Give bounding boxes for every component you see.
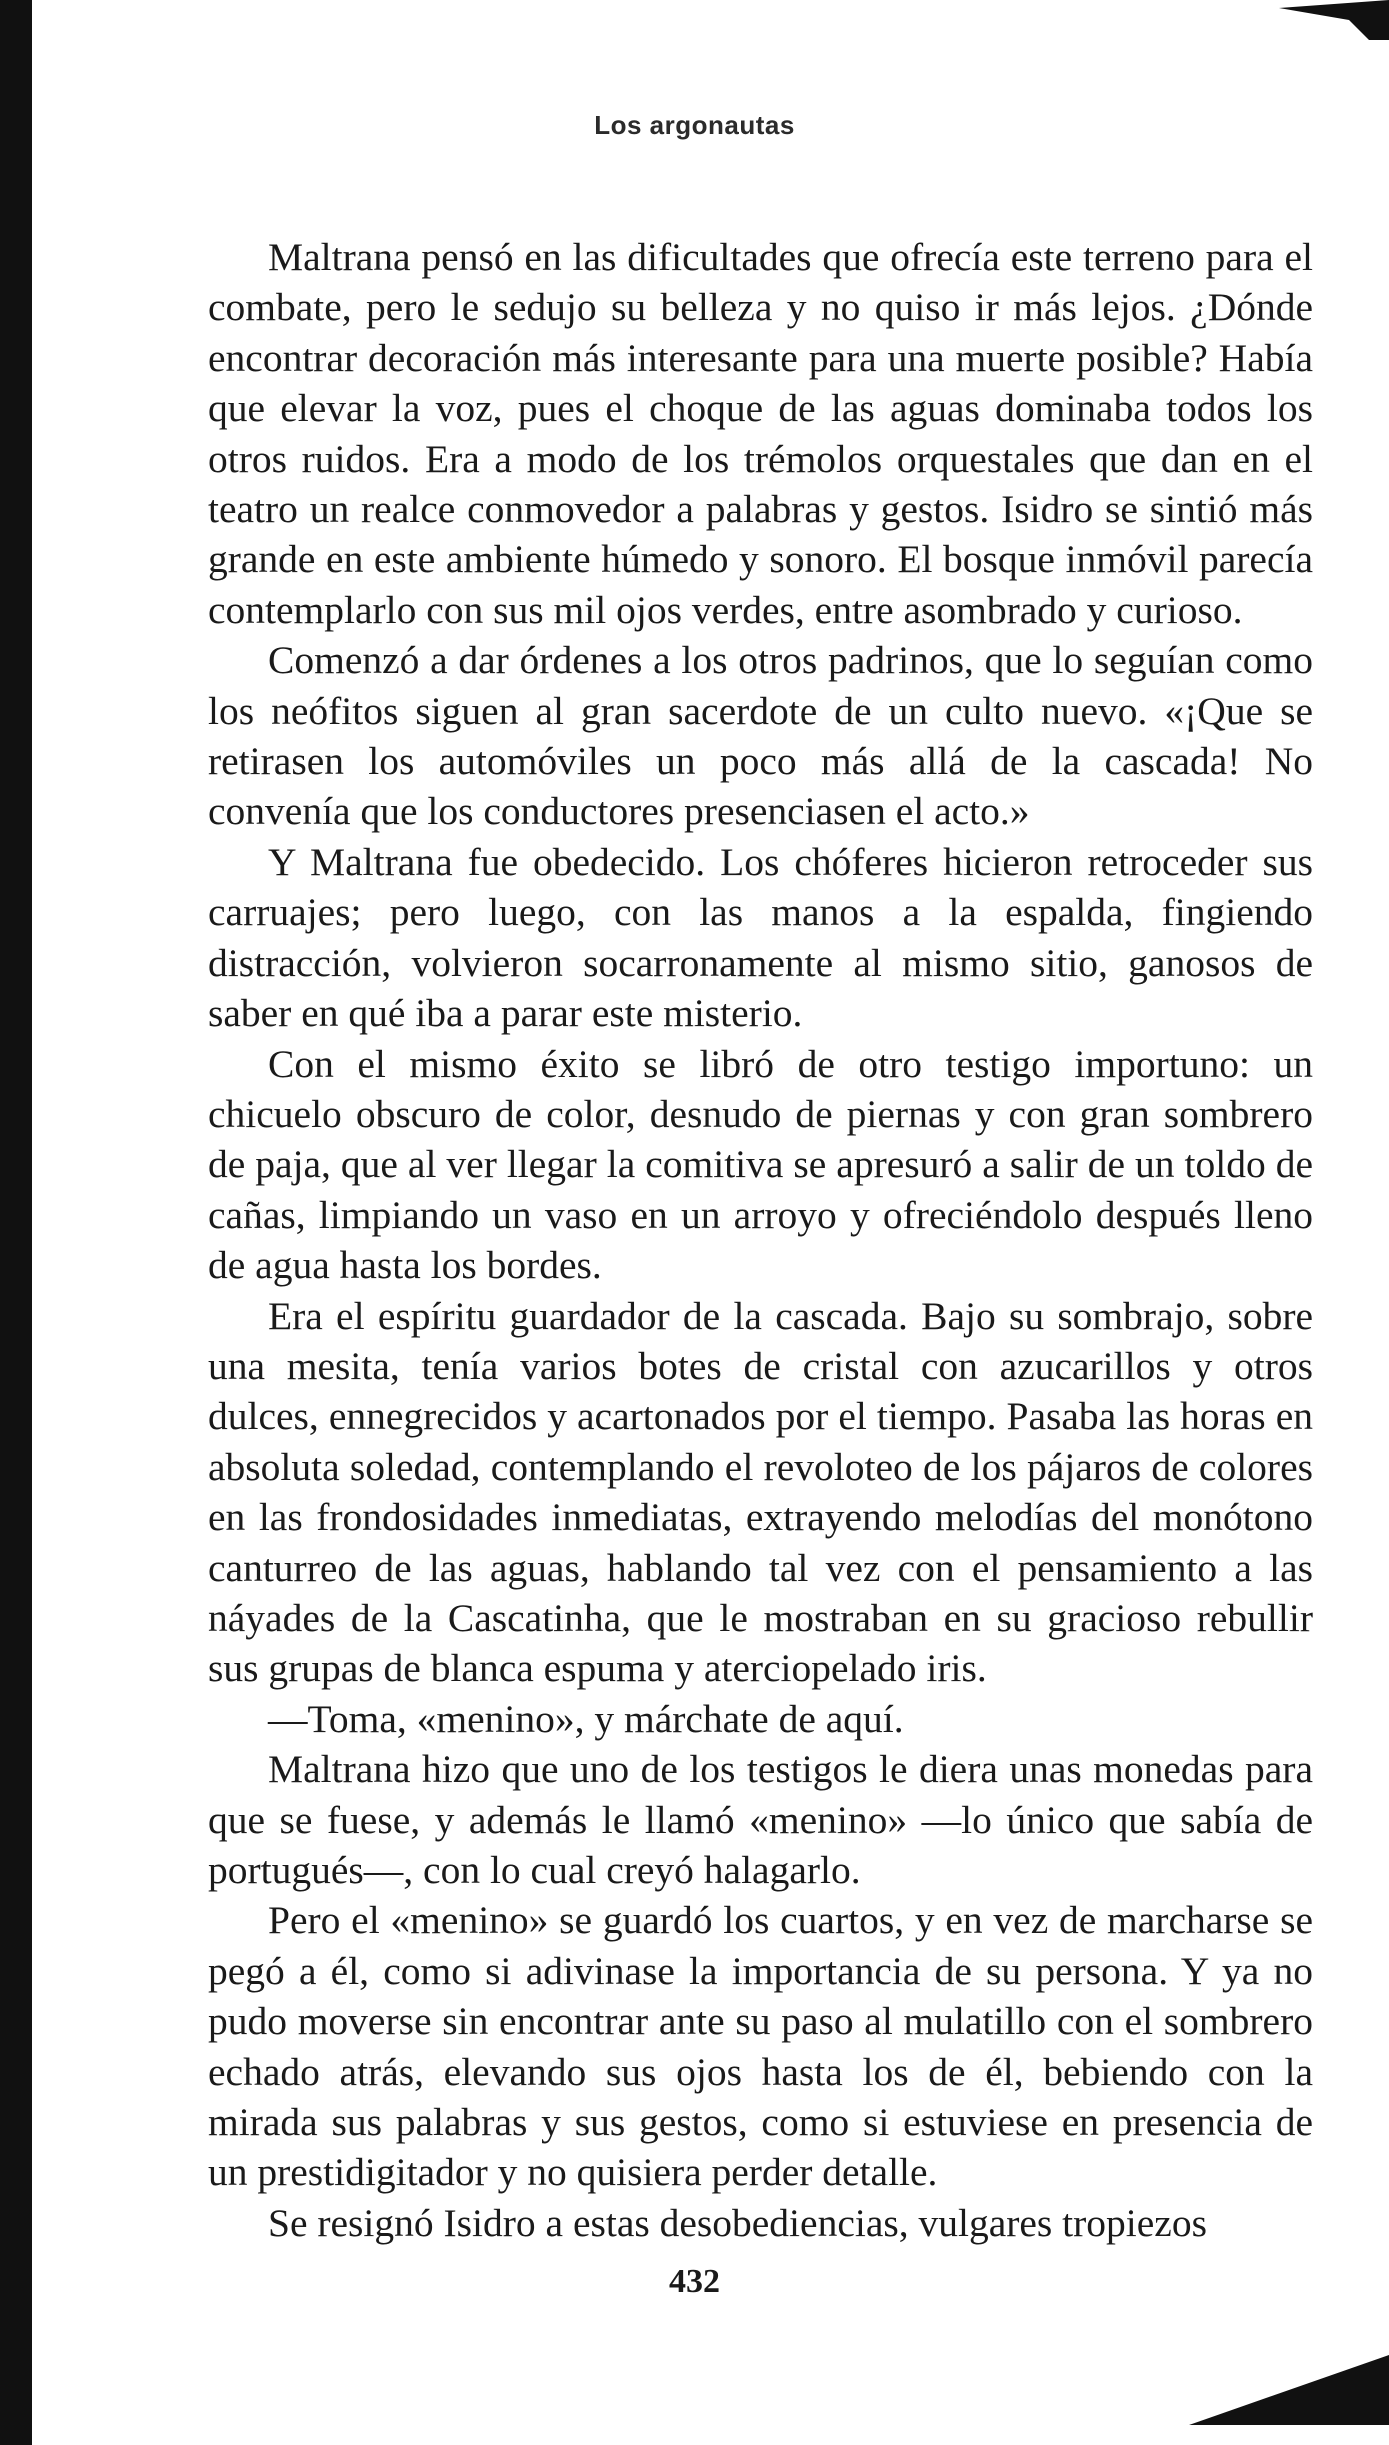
body-text bbox=[208, 232, 1313, 2248]
paragraph: Con el mismo éxito se libró de otro testigo importuno: un chicuelo obscuro de color, desnudo de piernas y con gran sombrero de paja, que al ver llegar la comitiva se apresuró a salir de un toldo de cañas, limpiando un vaso en un arroyo y ofreciéndolo después lleno de agua hasta los bordes. bbox=[208, 1041, 1313, 1288]
paragraph: Se resignó Isidro a estas desobediencias, vulgares tropiezos bbox=[268, 2200, 1207, 2245]
running-head: Los argonautas bbox=[594, 110, 795, 140]
paragraph: Era el espíritu guardador de la cascada. Bajo su sombrajo, sobre una mesita, tenía varios botes de cristal con azucarillos y otros dulces, ennegrecidos y acartonados por el tiempo. Pasaba las horas en absoluta soledad, contemplando el revoloteo de los pájaros de colores en las frondosidades inmediatas, extrayendo melodías del monótono canturreo de las aguas, hablando tal vez con el pensamiento a las náyades de la Cascatinha, que le mostraban en su gracioso rebullir sus grupas de blanca espuma y aterciopelado iris. bbox=[208, 1293, 1313, 1691]
page-number: 432 bbox=[669, 2263, 720, 2300]
paragraph: Pero el «menino» se guardó los cuartos, y en vez de marcharse se pegó a él, como si adivinase la importancia de su persona. Y ya no pudo moverse sin encontrar ante su paso al mulatillo con el sombrero echado atrás, elevando sus ojos hasta los de él, bebiendo con la mirada sus palabras y sus gestos, como si estuviese en presencia de un prestidigitador y no quisiera perder detalle. bbox=[208, 1898, 1313, 2195]
dialogue-line: —Toma, «menino», y márchate de aquí. bbox=[268, 1696, 904, 1741]
paragraph: Y Maltrana fue obedecido. Los chóferes hicieron retroceder sus carruajes; pero luego, con las manos a la espalda, fingiendo distracción, volvieron socarronamente al mismo sitio, ganosos de saber en qué iba a parar este misterio. bbox=[208, 839, 1313, 1036]
scan-corner-mark-top bbox=[1279, 0, 1389, 40]
paragraph: Maltrana hizo que uno de los testigos le diera unas monedas para que se fuese, y además le llamó «menino» —lo único que sabía de portugués—, con lo cual creyó halagarlo. bbox=[208, 1747, 1313, 1892]
paragraph: Maltrana pensó en las dificultades que ofrecía este terreno para el combate, pero le sedujo su belleza y no quiso ir más lejos. ¿Dónde encontrar decoración más interesante para una muerte posible? Había que elevar la voz, pues el choque de las aguas dominaba todos los otros ruidos. Era a modo de los trémolos orquestales que dan en el teatro un realce conmovedor a palabras y gestos. Isidro se sintió más grande en este ambiente húmedo y sonoro. El bosque inmóvil parecía contemplarlo con sus mil ojos verdes, entre asombrado y curioso. bbox=[208, 235, 1313, 632]
page-binding-edge bbox=[0, 0, 32, 2445]
scan-corner-mark-bottom bbox=[1189, 2355, 1389, 2425]
paragraph: Comenzó a dar órdenes a los otros padrinos, que lo seguían como los neófitos siguen al gran sacerdote de un culto nuevo. «¡Que se retirasen los automóviles un poco más allá de la cascada! No convenía que los conductores presenciasen el acto.» bbox=[208, 638, 1313, 834]
